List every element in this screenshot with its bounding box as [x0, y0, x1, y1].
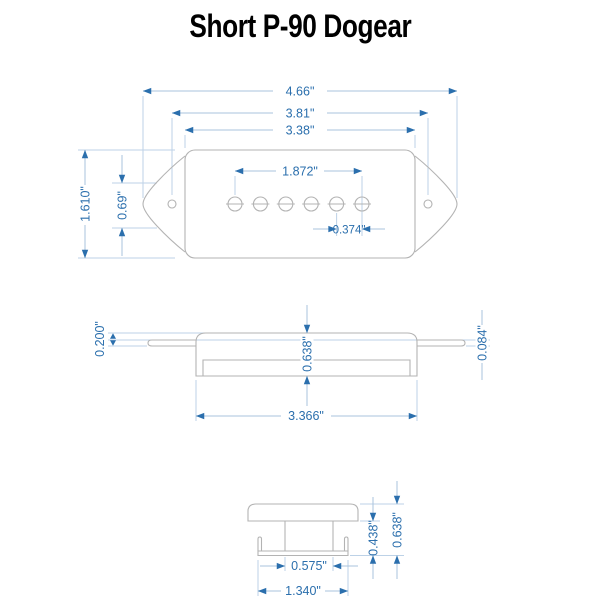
bracket-bottom	[258, 551, 348, 556]
dim-text-cover-length: 3.38"	[285, 123, 315, 138]
mounting-hole-right	[424, 200, 432, 208]
dim-text-total-height: 0.638"	[300, 336, 315, 372]
end-view	[248, 481, 405, 598]
dim-text-base-length: 3.366"	[288, 409, 324, 423]
dim-text-pole-spacing: 0.374"	[332, 224, 366, 237]
bracket-leg-right	[345, 537, 349, 551]
ear-tab-left	[148, 340, 196, 346]
dim-arrow-ear-step	[110, 333, 116, 338]
top-view	[78, 85, 457, 259]
mounting-hole-left	[168, 200, 176, 208]
dim-text-overall-width: 1.340"	[285, 584, 321, 598]
dim-text-overall-height: 0.638"	[390, 512, 405, 548]
dim-arrow-ear-step	[110, 340, 116, 345]
page-title	[0, 0, 600, 56]
bracket-leg-left	[258, 537, 262, 551]
dogear-left	[143, 156, 185, 252]
dim-text-overall-width: 1.610"	[78, 186, 93, 222]
dim-text-pole-span: 1.872"	[282, 164, 318, 179]
dogear-right	[415, 156, 457, 252]
dim-text-ear-width: 0.69"	[115, 191, 130, 220]
dim-text-overall-length: 4.66"	[285, 84, 315, 99]
pole-pieces	[226, 197, 371, 211]
ear-tab-right	[417, 340, 465, 346]
extension-lines	[78, 96, 457, 258]
cap-profile	[248, 504, 358, 521]
drawing-canvas	[0, 56, 600, 600]
dim-text-ear-thickness: 0.084"	[475, 325, 490, 361]
dim-text-base-height: 0.438"	[366, 520, 381, 556]
title-text: Short P-90 Dogear	[189, 8, 411, 44]
dim-text-hole-spacing: 3.81"	[285, 106, 315, 121]
dim-text-bobbin-width: 0.575"	[291, 559, 327, 573]
side-view	[93, 305, 490, 423]
extension-lines	[258, 504, 404, 596]
dim-text-ear-step: 0.200"	[93, 321, 107, 357]
